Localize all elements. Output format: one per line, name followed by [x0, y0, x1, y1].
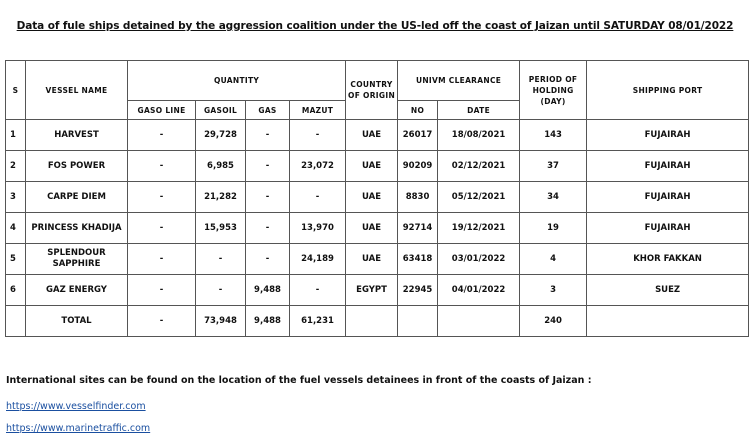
table-row — [6, 213, 749, 244]
cell-country: UAE — [346, 244, 398, 275]
header-gasoline: GASO LINE — [128, 101, 196, 120]
cell-clearance-no: 63418 — [398, 244, 438, 275]
header-mazut: MAZUT — [290, 101, 346, 120]
cell-country: UAE — [346, 182, 398, 213]
cell-vessel-name: PRINCESS KHADIJA — [26, 213, 128, 244]
cell-clearance-date: 18/08/2021 — [438, 120, 520, 151]
cell-gasoline: - — [128, 275, 196, 306]
total-s — [6, 306, 26, 337]
document-title: Data of fule ships detained by the aggression coalition under the US-led off the coast of Jaizan until SATURDAY 08/01/2022 — [16, 20, 734, 32]
total-country — [346, 306, 398, 337]
cell-mazut: - — [290, 182, 346, 213]
header-gasoil: GASOIL — [196, 101, 246, 120]
cell-port: FUJAIRAH — [587, 182, 749, 213]
cell-country: UAE — [346, 120, 398, 151]
cell-gas: - — [246, 213, 290, 244]
cell-s: 1 — [6, 120, 26, 151]
cell-gas: 9,488 — [246, 275, 290, 306]
cell-s: 2 — [6, 151, 26, 182]
cell-clearance-date: 19/12/2021 — [438, 213, 520, 244]
table-row — [6, 182, 749, 213]
cell-gasoline: - — [128, 151, 196, 182]
cell-vessel-name: CARPE DIEM — [26, 182, 128, 213]
cell-period: 3 — [520, 275, 587, 306]
cell-gas: - — [246, 151, 290, 182]
cell-gasoil: - — [196, 244, 246, 275]
table-row — [6, 151, 749, 182]
cell-country: UAE — [346, 151, 398, 182]
vesselfinder-link[interactable]: https://www.vesselfinder.com — [6, 401, 146, 412]
header-country: COUNTRY OF ORIGIN — [346, 61, 398, 120]
cell-gasoil: 29,728 — [196, 120, 246, 151]
cell-gas: - — [246, 244, 290, 275]
total-date — [438, 306, 520, 337]
cell-gasoil: 15,953 — [196, 213, 246, 244]
cell-gasoline: - — [128, 120, 196, 151]
cell-port: FUJAIRAH — [587, 120, 749, 151]
cell-gas: - — [246, 120, 290, 151]
header-clearance: UNIVM CLEARANCE — [398, 61, 520, 101]
cell-country: UAE — [346, 213, 398, 244]
cell-clearance-date: 05/12/2021 — [438, 182, 520, 213]
cell-port: FUJAIRAH — [587, 213, 749, 244]
cell-mazut: - — [290, 275, 346, 306]
header-no: NO — [398, 101, 438, 120]
cell-period: 34 — [520, 182, 587, 213]
cell-period: 4 — [520, 244, 587, 275]
total-mazut: 61,231 — [290, 306, 346, 337]
cell-s: 5 — [6, 244, 26, 275]
cell-vessel-name: GAZ ENERGY — [26, 275, 128, 306]
header-date: DATE — [438, 101, 520, 120]
cell-period: 37 — [520, 151, 587, 182]
total-gasoil: 73,948 — [196, 306, 246, 337]
cell-gasoil: 6,985 — [196, 151, 246, 182]
total-no — [398, 306, 438, 337]
total-gasoline: - — [128, 306, 196, 337]
table-row — [6, 275, 749, 306]
cell-clearance-date: 04/01/2022 — [438, 275, 520, 306]
header-gas: GAS — [246, 101, 290, 120]
cell-clearance-date: 03/01/2022 — [438, 244, 520, 275]
cell-clearance-no: 8830 — [398, 182, 438, 213]
cell-mazut: 24,189 — [290, 244, 346, 275]
total-row — [6, 306, 749, 337]
header-period: PERIOD OF HOLDING (DAY) — [520, 61, 587, 120]
table-body — [6, 120, 749, 306]
cell-gasoline: - — [128, 244, 196, 275]
cell-gasoil: - — [196, 275, 246, 306]
header-vessel-name: VESSEL NAME — [26, 61, 128, 120]
cell-clearance-date: 02/12/2021 — [438, 151, 520, 182]
cell-vessel-name: SPLENDOUR SAPPHIRE — [26, 244, 128, 275]
header-s: S — [6, 61, 26, 120]
cell-country: EGYPT — [346, 275, 398, 306]
cell-gasoil: 21,282 — [196, 182, 246, 213]
table-row — [6, 120, 749, 151]
cell-vessel-name: FOS POWER — [26, 151, 128, 182]
cell-port: SUEZ — [587, 275, 749, 306]
cell-period: 143 — [520, 120, 587, 151]
cell-mazut: 23,072 — [290, 151, 346, 182]
header-port: SHIPPING PORT — [587, 61, 749, 120]
cell-vessel-name: HARVEST — [26, 120, 128, 151]
ships-table — [5, 60, 749, 337]
total-period: 240 — [520, 306, 587, 337]
cell-s: 6 — [6, 275, 26, 306]
cell-mazut: 13,970 — [290, 213, 346, 244]
cell-s: 3 — [6, 182, 26, 213]
cell-mazut: - — [290, 120, 346, 151]
cell-gasoline: - — [128, 213, 196, 244]
marinetraffic-link[interactable]: https://www.marinetraffic.com — [6, 423, 151, 434]
cell-s: 4 — [6, 213, 26, 244]
cell-clearance-no: 92714 — [398, 213, 438, 244]
total-gas: 9,488 — [246, 306, 290, 337]
header-quantity: QUANTITY — [128, 61, 346, 101]
cell-port: FUJAIRAH — [587, 151, 749, 182]
table-row — [6, 244, 749, 275]
cell-port: KHOR FAKKAN — [587, 244, 749, 275]
cell-period: 19 — [520, 213, 587, 244]
total-label: TOTAL — [26, 306, 128, 337]
total-port — [587, 306, 749, 337]
cell-clearance-no: 90209 — [398, 151, 438, 182]
footer-note: International sites can be found on the location of the fuel vessels detainees in front of the coasts of Jaizan : — [6, 375, 592, 386]
cell-gas: - — [246, 182, 290, 213]
cell-clearance-no: 26017 — [398, 120, 438, 151]
cell-clearance-no: 22945 — [398, 275, 438, 306]
cell-gasoline: - — [128, 182, 196, 213]
